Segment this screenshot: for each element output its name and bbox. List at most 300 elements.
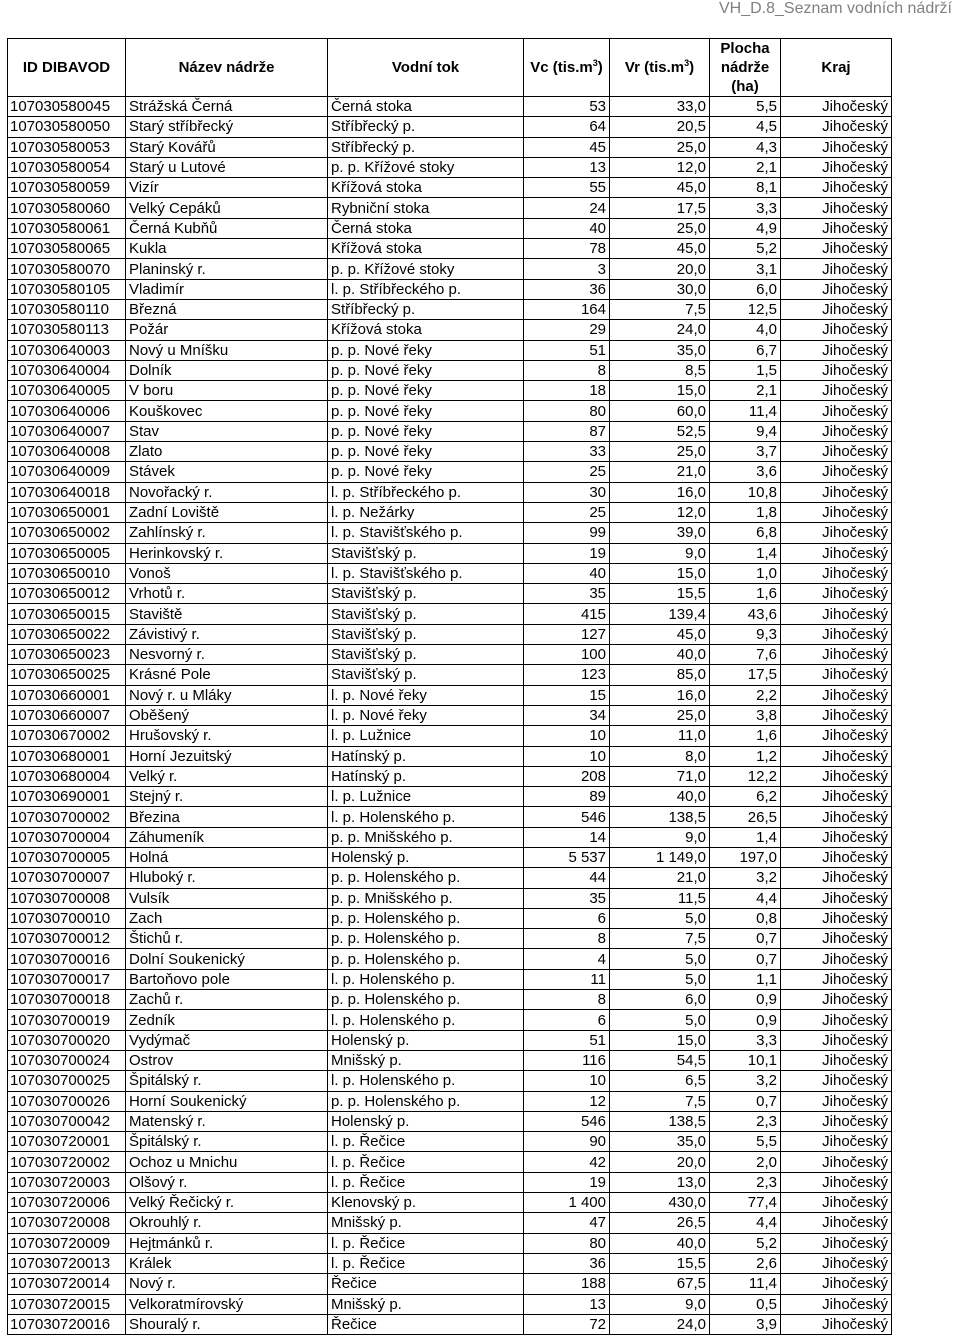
- document-id: VH_D.8_Seznam vodních nádrží: [718, 0, 952, 17]
- table-row: [8, 543, 892, 563]
- cell-area: 3,6: [710, 462, 781, 482]
- cell-name: Olšový r.: [126, 1172, 328, 1192]
- cell-region: Jihočeský: [781, 1253, 892, 1273]
- cell-watercourse: Mnišský p.: [328, 1294, 524, 1314]
- cell-id: 107030720013: [8, 1253, 126, 1273]
- table-row: [8, 1294, 892, 1314]
- cell-vc: 87: [524, 421, 610, 441]
- cell-area: 4,3: [710, 137, 781, 157]
- cell-name: Starý stříbřecký: [126, 117, 328, 137]
- cell-vr: 67,5: [610, 1274, 710, 1294]
- cell-region: Jihočeský: [781, 827, 892, 847]
- cell-vc: 42: [524, 1152, 610, 1172]
- cell-watercourse: p. p. Holenského p.: [328, 990, 524, 1010]
- cell-vc: 25: [524, 462, 610, 482]
- cell-vr: 20,0: [610, 259, 710, 279]
- table-row: [8, 259, 892, 279]
- cell-watercourse: l. p. Stříbřeckého p.: [328, 482, 524, 502]
- cell-vc: 40: [524, 218, 610, 238]
- cell-watercourse: p. p. Nové řeky: [328, 442, 524, 462]
- cell-area: 2,1: [710, 381, 781, 401]
- cell-vr: 35,0: [610, 1132, 710, 1152]
- cell-vc: 415: [524, 604, 610, 624]
- cell-vr: 8,0: [610, 746, 710, 766]
- table-row: [8, 645, 892, 665]
- cell-region: Jihočeský: [781, 1274, 892, 1294]
- cell-vr: 33,0: [610, 97, 710, 117]
- cell-vr: 40,0: [610, 787, 710, 807]
- cell-id: 107030640006: [8, 401, 126, 421]
- cell-vr: 25,0: [610, 442, 710, 462]
- cell-vr: 24,0: [610, 320, 710, 340]
- cell-name: Velký r.: [126, 766, 328, 786]
- cell-id: 107030580059: [8, 178, 126, 198]
- cell-id: 107030640005: [8, 381, 126, 401]
- cell-region: Jihočeský: [781, 462, 892, 482]
- cell-region: Jihočeský: [781, 279, 892, 299]
- cell-vr: 40,0: [610, 1233, 710, 1253]
- cell-region: Jihočeský: [781, 604, 892, 624]
- cell-id: 107030720008: [8, 1213, 126, 1233]
- cell-name: Hluboký r.: [126, 868, 328, 888]
- cell-area: 3,7: [710, 442, 781, 462]
- cell-vr: 9,0: [610, 543, 710, 563]
- cell-area: 17,5: [710, 665, 781, 685]
- header-vc: Vc $(tis.m^3)$: [524, 39, 610, 97]
- cell-region: Jihočeský: [781, 1213, 892, 1233]
- table-row: [8, 299, 892, 319]
- table-row: [8, 990, 892, 1010]
- cell-vr: 430,0: [610, 1193, 710, 1213]
- cell-id: 107030660001: [8, 685, 126, 705]
- cell-watercourse: p. p. Křížové stoky: [328, 157, 524, 177]
- cell-vc: 10: [524, 726, 610, 746]
- cell-region: Jihočeský: [781, 1071, 892, 1091]
- cell-watercourse: p. p. Křížové stoky: [328, 259, 524, 279]
- cell-watercourse: l. p. Stříbřeckého p.: [328, 279, 524, 299]
- cell-watercourse: l. p. Řečice: [328, 1132, 524, 1152]
- cell-name: Stav: [126, 421, 328, 441]
- cell-id: 107030700025: [8, 1071, 126, 1091]
- cell-name: Kouškovec: [126, 401, 328, 421]
- cell-watercourse: Klenovský p.: [328, 1193, 524, 1213]
- cell-region: Jihočeský: [781, 949, 892, 969]
- cell-watercourse: l. p. Nežárky: [328, 502, 524, 522]
- cell-area: 6,8: [710, 523, 781, 543]
- cell-name: Nový u Mníšku: [126, 340, 328, 360]
- table-row: [8, 624, 892, 644]
- cell-vc: 53: [524, 97, 610, 117]
- table-row: [8, 827, 892, 847]
- cell-region: Jihočeský: [781, 320, 892, 340]
- table-row: [8, 1314, 892, 1334]
- table-row: [8, 847, 892, 867]
- cell-watercourse: p. p. Holenského p.: [328, 908, 524, 928]
- cell-region: Jihočeský: [781, 1030, 892, 1050]
- cell-vr: 6,5: [610, 1071, 710, 1091]
- header-area: Plocha nádrže (ha): [710, 39, 781, 97]
- cell-name: Stejný r.: [126, 787, 328, 807]
- table-row: [8, 523, 892, 543]
- cell-name: Březná: [126, 299, 328, 319]
- cell-vc: 45: [524, 137, 610, 157]
- table-row: [8, 1233, 892, 1253]
- cell-watercourse: Křížová stoka: [328, 320, 524, 340]
- cell-region: Jihočeský: [781, 908, 892, 928]
- cell-region: Jihočeský: [781, 1132, 892, 1152]
- cell-region: Jihočeský: [781, 685, 892, 705]
- cell-name: Velký Cepáků: [126, 198, 328, 218]
- cell-watercourse: Mnišský p.: [328, 1050, 524, 1070]
- cell-vc: 99: [524, 523, 610, 543]
- cell-region: Jihočeský: [781, 421, 892, 441]
- cell-area: 2,1: [710, 157, 781, 177]
- cell-id: 107030700042: [8, 1111, 126, 1131]
- cell-vr: 17,5: [610, 198, 710, 218]
- cell-area: 11,4: [710, 401, 781, 421]
- cell-region: Jihočeský: [781, 1294, 892, 1314]
- cell-id: 107030580050: [8, 117, 126, 137]
- cell-id: 107030580060: [8, 198, 126, 218]
- cell-name: Planinský r.: [126, 259, 328, 279]
- cell-id: 107030700005: [8, 847, 126, 867]
- cell-region: Jihočeský: [781, 665, 892, 685]
- cell-vc: 3: [524, 259, 610, 279]
- cell-vr: 8,5: [610, 360, 710, 380]
- cell-vc: 8: [524, 929, 610, 949]
- cell-name: Vulsík: [126, 888, 328, 908]
- cell-id: 107030640018: [8, 482, 126, 502]
- cell-vr: 1 149,0: [610, 847, 710, 867]
- cell-id: 107030700017: [8, 969, 126, 989]
- table-row: [8, 239, 892, 259]
- cell-name: Zadní Loviště: [126, 502, 328, 522]
- table-row: [8, 442, 892, 462]
- cell-watercourse: Stavišťský p.: [328, 604, 524, 624]
- cell-watercourse: l. p. Řečice: [328, 1253, 524, 1273]
- cell-area: 3,3: [710, 198, 781, 218]
- cell-region: Jihočeský: [781, 726, 892, 746]
- cell-id: 107030650023: [8, 645, 126, 665]
- cell-id: 107030650005: [8, 543, 126, 563]
- table-row: [8, 766, 892, 786]
- cell-area: 26,5: [710, 807, 781, 827]
- cell-watercourse: l. p. Nové řeky: [328, 685, 524, 705]
- cell-area: 5,5: [710, 97, 781, 117]
- header-id: ID DIBAVOD: [8, 39, 126, 97]
- cell-id: 107030580061: [8, 218, 126, 238]
- cell-area: 7,6: [710, 645, 781, 665]
- cell-vr: 5,0: [610, 1010, 710, 1030]
- cell-id: 107030660007: [8, 705, 126, 725]
- table-row: [8, 97, 892, 117]
- cell-id: 107030720016: [8, 1314, 126, 1334]
- cell-area: 0,7: [710, 929, 781, 949]
- cell-name: Požár: [126, 320, 328, 340]
- cell-vc: 164: [524, 299, 610, 319]
- cell-vr: 6,0: [610, 990, 710, 1010]
- cell-name: Březina: [126, 807, 328, 827]
- table-row: [8, 401, 892, 421]
- cell-name: Oběšený: [126, 705, 328, 725]
- cell-region: Jihočeský: [781, 563, 892, 583]
- cell-vc: 8: [524, 360, 610, 380]
- cell-vc: 80: [524, 401, 610, 421]
- cell-vr: 139,4: [610, 604, 710, 624]
- cell-name: Vydýmač: [126, 1030, 328, 1050]
- cell-area: 4,5: [710, 117, 781, 137]
- table-row: [8, 117, 892, 137]
- cell-vc: 36: [524, 279, 610, 299]
- cell-watercourse: p. p. Nové řeky: [328, 381, 524, 401]
- cell-area: 10,1: [710, 1050, 781, 1070]
- cell-id: 107030700016: [8, 949, 126, 969]
- header-vr: Vr $(tis.m^3)$: [610, 39, 710, 97]
- cell-watercourse: l. p. Řečice: [328, 1172, 524, 1192]
- cell-area: 12,5: [710, 299, 781, 319]
- cell-name: Štichů r.: [126, 929, 328, 949]
- cell-vr: 35,0: [610, 340, 710, 360]
- cell-area: 3,2: [710, 1071, 781, 1091]
- table-row: [8, 1193, 892, 1213]
- cell-vc: 34: [524, 705, 610, 725]
- cell-watercourse: Stříbřecký p.: [328, 117, 524, 137]
- cell-watercourse: p. p. Nové řeky: [328, 462, 524, 482]
- table-row: [8, 1253, 892, 1273]
- table-row: [8, 218, 892, 238]
- cell-region: Jihočeský: [781, 502, 892, 522]
- cell-name: Kukla: [126, 239, 328, 259]
- table-row: [8, 340, 892, 360]
- cell-vr: 15,5: [610, 1253, 710, 1273]
- cell-vc: 12: [524, 1091, 610, 1111]
- table-row: [8, 949, 892, 969]
- cell-watercourse: l. p. Lužnice: [328, 726, 524, 746]
- cell-vr: 71,0: [610, 766, 710, 786]
- cell-region: Jihočeský: [781, 1010, 892, 1030]
- table-row: [8, 421, 892, 441]
- cell-watercourse: l. p. Řečice: [328, 1233, 524, 1253]
- cell-id: 107030640009: [8, 462, 126, 482]
- cell-name: Dolní Soukenický: [126, 949, 328, 969]
- cell-vr: 5,0: [610, 949, 710, 969]
- cell-vc: 14: [524, 827, 610, 847]
- cell-watercourse: p. p. Mnišského p.: [328, 888, 524, 908]
- cell-watercourse: l. p. Holenského p.: [328, 1071, 524, 1091]
- cell-name: Starý Kovářů: [126, 137, 328, 157]
- cell-name: Zach: [126, 908, 328, 928]
- cell-area: 4,4: [710, 888, 781, 908]
- cell-vc: 6: [524, 908, 610, 928]
- cell-id: 107030650001: [8, 502, 126, 522]
- cell-region: Jihočeský: [781, 239, 892, 259]
- cell-area: 1,6: [710, 726, 781, 746]
- cell-watercourse: p. p. Nové řeky: [328, 340, 524, 360]
- cell-region: Jihočeský: [781, 360, 892, 380]
- table-row: [8, 279, 892, 299]
- cell-vr: 7,5: [610, 1091, 710, 1111]
- cell-region: Jihočeský: [781, 746, 892, 766]
- cell-area: 3,1: [710, 259, 781, 279]
- cell-vr: 15,0: [610, 1030, 710, 1050]
- cell-name: Závistivý r.: [126, 624, 328, 644]
- cell-vc: 546: [524, 807, 610, 827]
- cell-name: Zahlínský r.: [126, 523, 328, 543]
- cell-vc: 72: [524, 1314, 610, 1334]
- cell-vr: 85,0: [610, 665, 710, 685]
- cell-id: 107030700019: [8, 1010, 126, 1030]
- cell-vr: 40,0: [610, 645, 710, 665]
- cell-name: Zachů r.: [126, 990, 328, 1010]
- cell-region: Jihočeský: [781, 969, 892, 989]
- cell-vr: 15,0: [610, 381, 710, 401]
- cell-id: 107030720002: [8, 1152, 126, 1172]
- cell-name: Nový r. u Mláky: [126, 685, 328, 705]
- cell-watercourse: Řečice: [328, 1314, 524, 1334]
- reservoir-table: [7, 38, 892, 1335]
- cell-watercourse: l. p. Stavišťského p.: [328, 563, 524, 583]
- cell-id: 107030720015: [8, 1294, 126, 1314]
- cell-vr: 45,0: [610, 178, 710, 198]
- cell-vc: 51: [524, 1030, 610, 1050]
- cell-vc: 89: [524, 787, 610, 807]
- cell-region: Jihočeský: [781, 117, 892, 137]
- cell-vr: 20,5: [610, 117, 710, 137]
- cell-vr: 26,5: [610, 1213, 710, 1233]
- cell-name: Okrouhlý r.: [126, 1213, 328, 1233]
- cell-vc: 35: [524, 584, 610, 604]
- cell-region: Jihočeský: [781, 1111, 892, 1131]
- cell-area: 5,2: [710, 239, 781, 259]
- cell-id: 107030640008: [8, 442, 126, 462]
- cell-vr: 11,0: [610, 726, 710, 746]
- cell-area: 0,8: [710, 908, 781, 928]
- cell-id: 107030700012: [8, 929, 126, 949]
- cell-watercourse: Křížová stoka: [328, 178, 524, 198]
- cell-watercourse: Hatínský p.: [328, 766, 524, 786]
- cell-name: Herinkovský r.: [126, 543, 328, 563]
- cell-name: Holná: [126, 847, 328, 867]
- table-row: [8, 1172, 892, 1192]
- cell-watercourse: Černá stoka: [328, 97, 524, 117]
- cell-name: Velký Řečický r.: [126, 1193, 328, 1213]
- cell-vr: 21,0: [610, 462, 710, 482]
- cell-vc: 19: [524, 543, 610, 563]
- table-row: [8, 157, 892, 177]
- cell-vc: 51: [524, 340, 610, 360]
- cell-name: Vrhotů r.: [126, 584, 328, 604]
- cell-vc: 123: [524, 665, 610, 685]
- cell-vc: 5 537: [524, 847, 610, 867]
- table-row: [8, 908, 892, 928]
- cell-id: 107030650015: [8, 604, 126, 624]
- cell-area: 2,0: [710, 1152, 781, 1172]
- cell-region: Jihočeský: [781, 645, 892, 665]
- cell-area: 4,0: [710, 320, 781, 340]
- table-row: [8, 868, 892, 888]
- cell-name: Nový r.: [126, 1274, 328, 1294]
- cell-vc: 47: [524, 1213, 610, 1233]
- cell-area: 1,8: [710, 502, 781, 522]
- cell-vc: 24: [524, 198, 610, 218]
- table-row: [8, 381, 892, 401]
- cell-area: 1,1: [710, 969, 781, 989]
- cell-id: 107030700008: [8, 888, 126, 908]
- table-row: [8, 746, 892, 766]
- cell-vc: 8: [524, 990, 610, 1010]
- cell-name: Hrušovský r.: [126, 726, 328, 746]
- cell-area: 1,6: [710, 584, 781, 604]
- cell-vc: 6: [524, 1010, 610, 1030]
- cell-area: 11,4: [710, 1274, 781, 1294]
- cell-watercourse: l. p. Nové řeky: [328, 705, 524, 725]
- cell-id: 107030580053: [8, 137, 126, 157]
- cell-watercourse: p. p. Nové řeky: [328, 421, 524, 441]
- cell-area: 10,8: [710, 482, 781, 502]
- cell-region: Jihočeský: [781, 198, 892, 218]
- cell-name: Hejtmánků r.: [126, 1233, 328, 1253]
- cell-id: 107030720006: [8, 1193, 126, 1213]
- cell-watercourse: Holenský p.: [328, 1030, 524, 1050]
- cell-watercourse: Stavišťský p.: [328, 543, 524, 563]
- table-row: [8, 1030, 892, 1050]
- cell-name: Zlato: [126, 442, 328, 462]
- cell-vc: 55: [524, 178, 610, 198]
- cell-area: 197,0: [710, 847, 781, 867]
- table-row: [8, 502, 892, 522]
- cell-vr: 52,5: [610, 421, 710, 441]
- cell-vr: 45,0: [610, 239, 710, 259]
- cell-vr: 16,0: [610, 685, 710, 705]
- cell-vc: 13: [524, 1294, 610, 1314]
- cell-id: 107030580105: [8, 279, 126, 299]
- table-row: [8, 604, 892, 624]
- cell-region: Jihočeský: [781, 157, 892, 177]
- cell-vr: 7,5: [610, 299, 710, 319]
- cell-id: 107030650012: [8, 584, 126, 604]
- cell-area: 5,2: [710, 1233, 781, 1253]
- cell-id: 107030720009: [8, 1233, 126, 1253]
- cell-watercourse: Stavišťský p.: [328, 645, 524, 665]
- cell-vr: 15,0: [610, 563, 710, 583]
- cell-watercourse: p. p. Nové řeky: [328, 360, 524, 380]
- cell-vr: 12,0: [610, 157, 710, 177]
- cell-vc: 78: [524, 239, 610, 259]
- cell-watercourse: l. p. Řečice: [328, 1152, 524, 1172]
- cell-area: 77,4: [710, 1193, 781, 1213]
- cell-area: 3,3: [710, 1030, 781, 1050]
- cell-area: 0,9: [710, 990, 781, 1010]
- cell-name: Strážská Černá: [126, 97, 328, 117]
- cell-id: 107030580065: [8, 239, 126, 259]
- cell-vc: 64: [524, 117, 610, 137]
- cell-id: 107030700026: [8, 1091, 126, 1111]
- cell-watercourse: Holenský p.: [328, 1111, 524, 1131]
- cell-region: Jihočeský: [781, 299, 892, 319]
- cell-vr: 12,0: [610, 502, 710, 522]
- cell-watercourse: p. p. Holenského p.: [328, 1091, 524, 1111]
- cell-region: Jihočeský: [781, 807, 892, 827]
- cell-area: 6,0: [710, 279, 781, 299]
- cell-vc: 208: [524, 766, 610, 786]
- cell-id: 107030680001: [8, 746, 126, 766]
- cell-area: 3,8: [710, 705, 781, 725]
- cell-area: 6,7: [710, 340, 781, 360]
- table-row: [8, 584, 892, 604]
- cell-area: 9,4: [710, 421, 781, 441]
- cell-id: 107030700007: [8, 868, 126, 888]
- cell-region: Jihočeský: [781, 624, 892, 644]
